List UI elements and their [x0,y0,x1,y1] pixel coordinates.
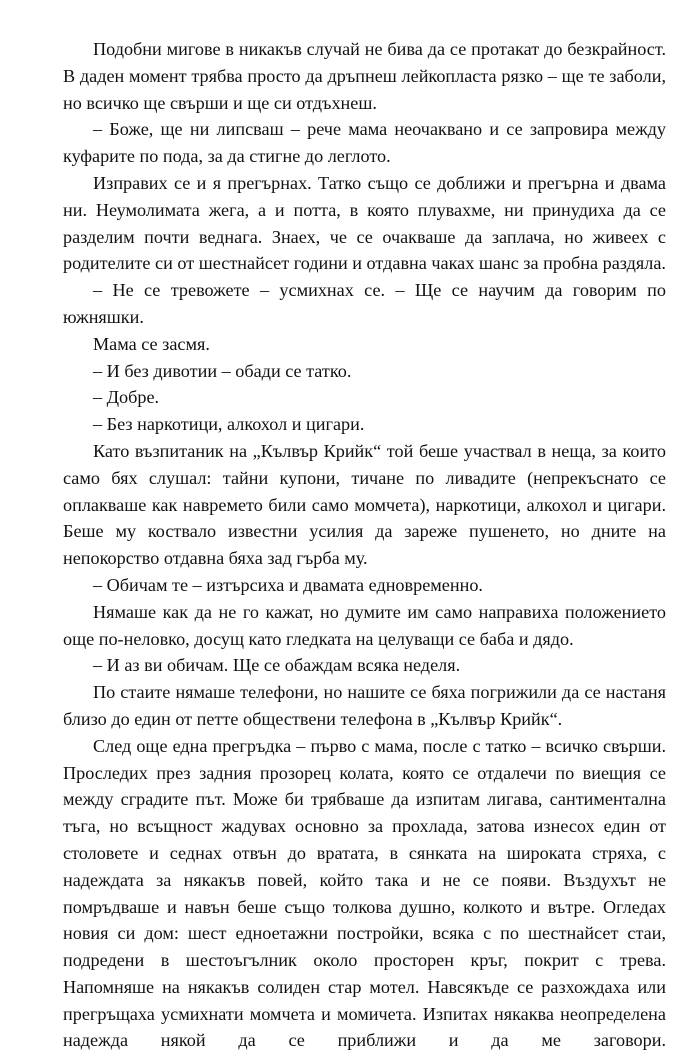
paragraph-culver-creek-alumnus: Като възпитаник на „Кълвър Крийк“ той беше участвал в неща, за които само бях слушал: тайни купони, тичане по ливадите (непрекъснато се оплакваше как навремето били само момчета), наркотици, алкохол и цигари. Беше му коствало известни усилия да зареже пушенето, но дните на непокорство отдавна бяха зад гърба му. [63,440,666,569]
paragraph-call-sunday: – И аз ви обичам. Ще се обаждам всяка неделя. [93,655,461,676]
paragraph-mom-miss-you: – Боже, ще ни липсваш – рече мама неочаквано и се запровира между куфарите по пода, за да стигне до леглото. [63,119,666,167]
paragraph-love-you: – Обичам те – изтърсиха и двамата едновременно. [93,574,483,595]
paragraph-awkward: Нямаше как да не го кажат, но думите им само направиха положението още по-неловко, досущ като гледката на целуващи се баба и дядо. [63,601,666,649]
paragraph-no-drugs: – Без наркотици, алкохол и цигари. [93,414,365,435]
paragraph-bandage: Подобни мигове в никакъв случай не бива да се протакат до безкрайност. В даден момент трябва просто да дръпнеш лейкопласта рязко – ще те заболи, но всичко ще свърши и ще си отдъхнеш. [63,39,666,113]
paragraph-hug: Изправих се и я прегърнах. Татко също се доближи и прегърна и двама ни. Неумолимата жега, а и потта, в която плувахме, ни принудиха да се разделим почти веднага. Знаех, че се очакваше да заплача, но живеех с родителите си от шестнайсет години и отдавна чаках шанс за пробна раздяла. [63,172,666,274]
paragraph-okay: – Добре. [93,387,160,408]
paragraph-new-home: След още една прегръдка – първо с мама, после с татко – всичко свърши. Проследих през задния прозорец колата, която се отдалечи по виещия се между сградите път. Може би трябваше да изпитам лигава, сантиментална тъга, но всъщност жадувах основно за прохлада, затова изнесох един от столовете и седнах отвън до вратата, в сянката на широката стряха, с надеждата за някакъв повей, който така и не се появи. Въздухът не помръдваше и навън беше също толкова душно, колкото и вътре. Огледах новия си дом: шест едноетажни постройки, всяка с по шестнайсет стаи, подредени в шестоъгълник около просторен кръг, покрит с трева. Напомняше на някакъв солиден стар мотел. Навсякъде се разхождаха или прегръщаха усмихнати момчета и момичета. Изпитах някаква неопределена надежда някой да се приближи и да ме заговори. [63,735,666,1051]
paragraph-no-nonsense: – И без дивотии – обади се татко. [93,360,352,381]
document-page [63,36,666,1054]
paragraph-mom-laughed: Мама се засмя. [93,333,210,354]
paragraph-phones: По стаите нямаше телефони, но нашите се бяха погрижили да се настаня близо до един от петте обществени телефона в „Кълвър Крийк“. [63,682,666,729]
paragraph-dont-worry: – Не се тревожете – усмихнах се. – Ще се научим да говорим по южняшки. [63,280,666,327]
